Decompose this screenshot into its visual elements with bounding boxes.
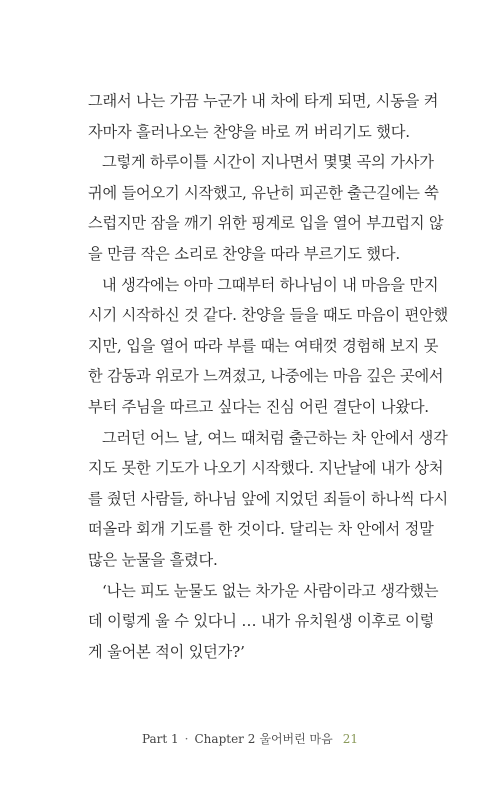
- text-line: 게 울어본 적이 있던가?’: [88, 642, 245, 661]
- text-line: 을 만큼 작은 소리로 찬양을 따라 부르기도 했다.: [88, 244, 400, 263]
- text-line: 시기 시작하신 것 같다. 찬양을 들을 때도 마음이 편안했: [88, 306, 449, 325]
- text-line: 부터 주님을 따르고 싶다는 진심 어린 결단이 나왔다.: [88, 397, 429, 416]
- footer-chapter: Chapter 2: [194, 732, 256, 746]
- text-line: 를 줬던 사람들, 하나님 앞에 지었던 죄들이 하나씩 다시: [88, 489, 449, 508]
- text-line: 그러던 어느 날, 여느 때처럼 출근하는 차 안에서 생각: [102, 428, 448, 447]
- footer-separator: ·: [184, 732, 189, 746]
- text-line: 스럽지만 잠을 깨기 위한 핑계로 입을 열어 부끄럽지 않: [88, 214, 444, 233]
- text-line: ‘나는 피도 눈물도 없는 차가운 사람이라고 생각했는: [102, 581, 439, 600]
- text-line: 내 생각에는 아마 그때부터 하나님이 내 마음을 만지: [102, 275, 439, 294]
- text-line: 데 이렇게 울 수 있다니 … 내가 유치원생 이후로 이렇: [88, 612, 435, 631]
- text-line: 그렇게 하루이틀 시간이 지나면서 몇몇 곡의 가사가: [102, 153, 434, 172]
- footer-chapter-title: 울어버린 마음: [259, 732, 333, 746]
- page-footer: [0, 730, 500, 747]
- footer-part: Part 1: [141, 732, 179, 746]
- paragraph: [88, 86, 439, 147]
- paragraph: [88, 270, 449, 423]
- text-line: 지도 못한 기도가 나오기 시작했다. 지난날에 내가 상처: [88, 459, 444, 478]
- paragraph: [88, 423, 449, 576]
- page-number: 21: [342, 732, 359, 746]
- text-line: 귀에 들어오기 시작했고, 유난히 피곤한 출근길에는 쑥: [88, 183, 439, 202]
- text-line: 자마자 흘러나오는 찬양을 바로 꺼 버리기도 했다.: [88, 122, 410, 141]
- text-line: 떠올라 회개 기도를 한 것이다. 달리는 차 안에서 정말: [88, 520, 434, 539]
- paragraph: [88, 576, 439, 668]
- text-line: 한 감동과 위로가 느껴졌고, 나중에는 마음 깊은 곳에서: [88, 367, 444, 386]
- page-body: [88, 86, 449, 667]
- text-line: 많은 눈물을 흘렸다.: [88, 550, 218, 569]
- text-line: 지만, 입을 열어 따라 부를 때는 여태껏 경험해 보지 못: [88, 336, 439, 355]
- text-line: 그래서 나는 가끔 누군가 내 차에 타게 되면, 시동을 켜: [88, 92, 439, 110]
- paragraph: [88, 147, 444, 269]
